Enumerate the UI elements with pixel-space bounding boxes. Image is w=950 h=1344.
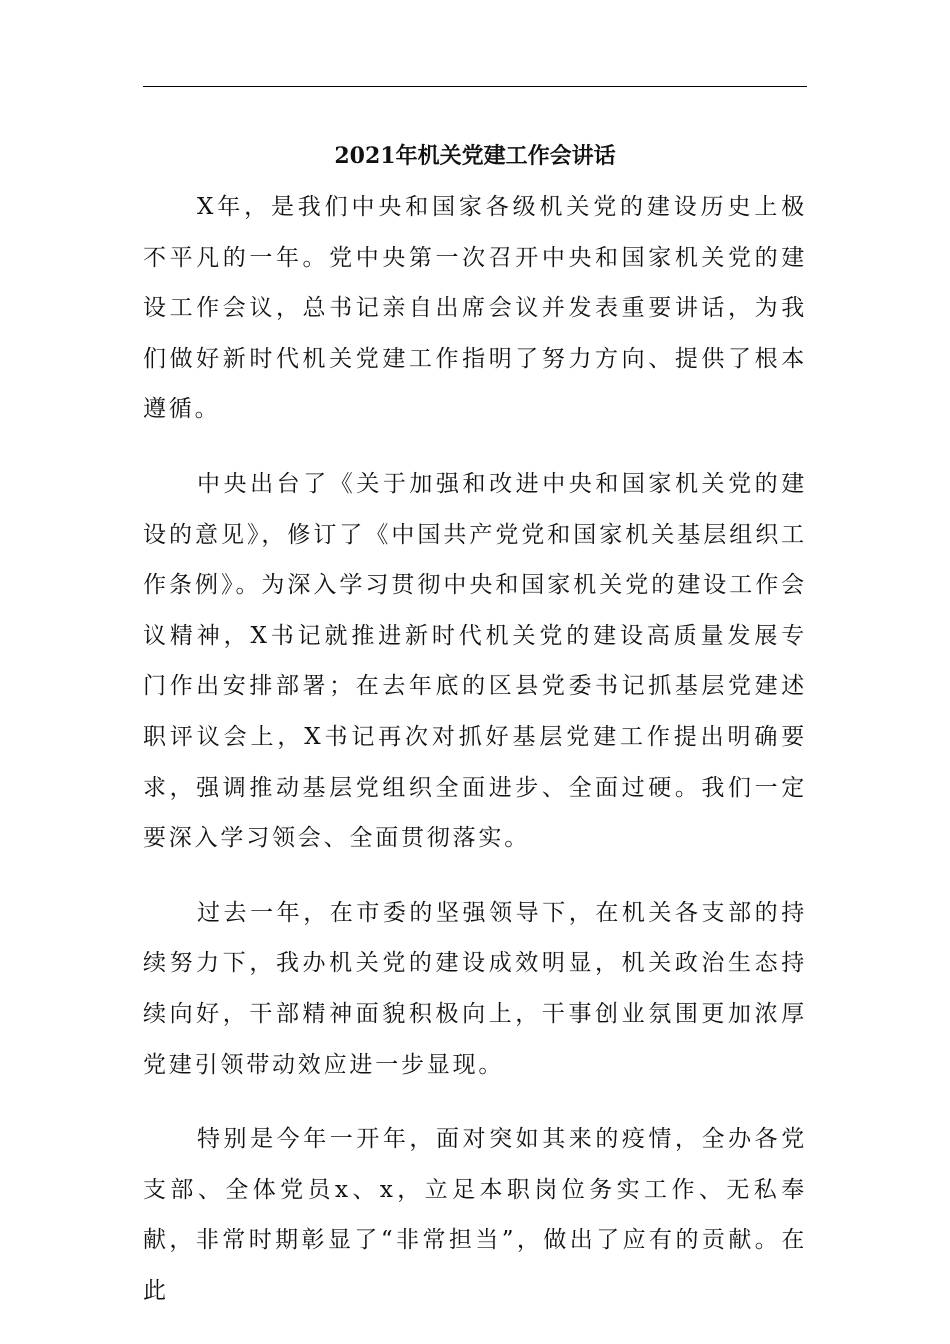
paragraph-3: 过去一年，在市委的坚强领导下，在机关各支部的持续努力下，我办机关党的建设成效明显，机关政治生态持续向好，干部精神面貌积极向上，干事创业氛围更加浓厚党建引领带动效应进一步显现。 — [143, 899, 807, 1078]
header-rule — [143, 86, 807, 87]
paragraph-1: X年，是我们中央和国家各级机关党的建设历史上极不平凡的一年。党中央第一次召开中央和国家机关党的建设工作会议，总书记亲自出席会议并发表重要讲话，为我们做好新时代机关党建工作指明了努力方向、提供了根本遵循。 — [143, 194, 807, 423]
document-title: 2021年机关党建工作会讲话 — [334, 143, 616, 169]
document-body — [143, 182, 807, 1340]
paragraph-4: 特别是今年一开年，面对突如其来的疫情，全办各党支部、全体党员x、x，立足本职岗位务实工作、无私奉献，非常时期彰显了“非常担当”，做出了应有的贡献。在此 — [143, 1126, 807, 1304]
paragraph-2: 中央出台了《关于加强和改进中央和国家机关党的建设的意见》，修订了《中国共产党党和国家机关基层组织工作条例》。为深入学习贯彻中央和国家机关党的建设工作会议精神，X书记就推进新时代机关党的建设高质量发展专门作出安排部署；在去年底的区县党委书记抓基层党建述职评议会上，X书记再次对抓好基层党建工作提出明确要求，强调推动基层党组织全面进步、全面过硬。我们一定要深入学习领会、全面贯彻落实。 — [143, 470, 807, 852]
